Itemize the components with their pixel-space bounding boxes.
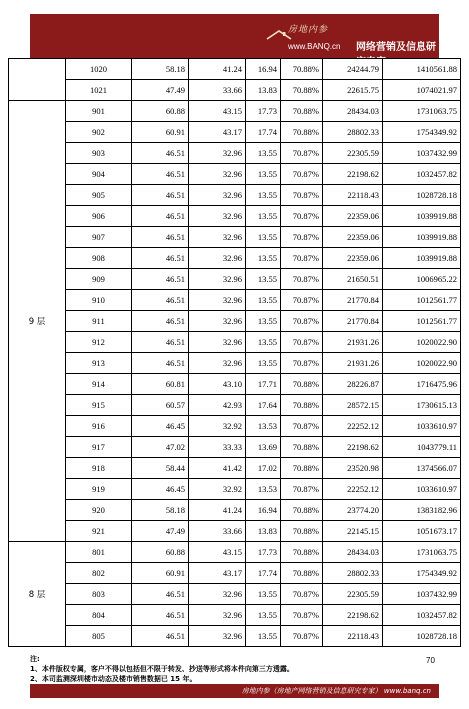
table-cell: 60.57: [132, 395, 189, 416]
table-cell: 32.96: [189, 185, 246, 206]
table-cell: 1730615.13: [383, 395, 461, 416]
table-cell: 13.55: [246, 227, 281, 248]
table-cell: 16.94: [246, 500, 281, 521]
table-row: [9, 122, 461, 143]
unit-number: 920: [66, 500, 132, 521]
table-row: [9, 395, 461, 416]
table-cell: 1006965.22: [383, 269, 461, 290]
table-cell: 46.51: [132, 269, 189, 290]
unit-number: 906: [66, 206, 132, 227]
table-cell: 13.69: [246, 437, 281, 458]
table-row: [9, 164, 461, 185]
table-cell: 1374566.07: [383, 458, 461, 479]
table-row: [9, 143, 461, 164]
table-row: [9, 59, 461, 80]
table-row: [9, 374, 461, 395]
table-row: [9, 227, 461, 248]
table-cell: 13.83: [246, 80, 281, 101]
table-cell: 1032457.82: [383, 605, 461, 626]
table-cell: 1383182.96: [383, 500, 461, 521]
table-cell: 32.96: [189, 206, 246, 227]
table-cell: 70.87%: [281, 185, 323, 206]
table-cell: 13.55: [246, 626, 281, 647]
header-banner: [30, 14, 439, 68]
table-cell: 13.53: [246, 479, 281, 500]
table-cell: 17.73: [246, 542, 281, 563]
unit-number: 902: [66, 122, 132, 143]
table-cell: 22118.43: [323, 185, 383, 206]
table-cell: 22359.06: [323, 248, 383, 269]
table-cell: 17.02: [246, 458, 281, 479]
table-cell: 1039919.88: [383, 248, 461, 269]
table-cell: 22305.59: [323, 143, 383, 164]
table-row: [9, 248, 461, 269]
unit-number: 917: [66, 437, 132, 458]
table-cell: 46.45: [132, 479, 189, 500]
table-cell: 1754349.92: [383, 563, 461, 584]
unit-number: 803: [66, 584, 132, 605]
table-cell: 46.51: [132, 227, 189, 248]
table-cell: 70.88%: [281, 458, 323, 479]
table-cell: 13.53: [246, 416, 281, 437]
unit-number: 918: [66, 458, 132, 479]
table-cell: 70.87%: [281, 290, 323, 311]
table-cell: 33.66: [189, 521, 246, 542]
table-cell: 70.87%: [281, 206, 323, 227]
unit-number: 903: [66, 143, 132, 164]
table-cell: 46.51: [132, 332, 189, 353]
table-cell: 42.93: [189, 395, 246, 416]
table-cell: 17.74: [246, 122, 281, 143]
table-cell: 1028728.18: [383, 626, 461, 647]
table-cell: 58.18: [132, 59, 189, 80]
table-cell: 58.18: [132, 500, 189, 521]
table-cell: 32.92: [189, 416, 246, 437]
table-cell: 32.96: [189, 605, 246, 626]
table-cell: 47.49: [132, 521, 189, 542]
table-cell: 46.51: [132, 185, 189, 206]
table-cell: 70.88%: [281, 395, 323, 416]
unit-number: 915: [66, 395, 132, 416]
table-row: [9, 80, 461, 101]
table-cell: 70.88%: [281, 521, 323, 542]
table-cell: 70.88%: [281, 59, 323, 80]
table-cell: 1028728.18: [383, 185, 461, 206]
table-row: [9, 584, 461, 605]
table-cell: 13.55: [246, 584, 281, 605]
brand-name: 房地内参: [288, 24, 329, 34]
table-cell: 32.96: [189, 269, 246, 290]
table-cell: 70.87%: [281, 605, 323, 626]
table-cell: 43.15: [189, 542, 246, 563]
table-cell: 32.96: [189, 290, 246, 311]
notes-line-1: 1、本件版权专属，客户不得以包括但不限于转发、抄送等形式将本件向第三方透露。: [30, 665, 294, 673]
table-cell: 28434.03: [323, 101, 383, 122]
table-cell: 60.88: [132, 542, 189, 563]
table-cell: 70.87%: [281, 416, 323, 437]
table-cell: 1754349.92: [383, 122, 461, 143]
footer-banner: [30, 684, 439, 698]
table-cell: 22305.59: [323, 584, 383, 605]
table-cell: 60.91: [132, 122, 189, 143]
table-cell: 13.55: [246, 269, 281, 290]
unit-number: 907: [66, 227, 132, 248]
unit-number: 921: [66, 521, 132, 542]
table-row: [9, 626, 461, 647]
table-cell: 70.87%: [281, 479, 323, 500]
table-row: [9, 458, 461, 479]
table-cell: 24244.79: [323, 59, 383, 80]
table-body: [9, 59, 461, 647]
table-cell: 1039919.88: [383, 227, 461, 248]
table-row: [9, 206, 461, 227]
table-cell: 32.96: [189, 311, 246, 332]
table-cell: 70.88%: [281, 437, 323, 458]
unit-number: 911: [66, 311, 132, 332]
unit-number: 909: [66, 269, 132, 290]
table-cell: 46.51: [132, 206, 189, 227]
table-cell: 46.51: [132, 248, 189, 269]
table-cell: 46.51: [132, 605, 189, 626]
table-cell: 28802.33: [323, 563, 383, 584]
table-cell: 32.96: [189, 143, 246, 164]
table-cell: 1037432.99: [383, 143, 461, 164]
table-cell: 46.51: [132, 353, 189, 374]
table-cell: 22359.06: [323, 227, 383, 248]
table-cell: 17.64: [246, 395, 281, 416]
table-cell: 70.88%: [281, 101, 323, 122]
table-cell: 22118.43: [323, 626, 383, 647]
unit-number: 901: [66, 101, 132, 122]
table-cell: 13.55: [246, 248, 281, 269]
table-cell: 60.88: [132, 101, 189, 122]
table-row: [9, 311, 461, 332]
table-cell: 32.96: [189, 164, 246, 185]
table-cell: 13.83: [246, 521, 281, 542]
table-cell: 22252.12: [323, 479, 383, 500]
table-row: [9, 353, 461, 374]
table-cell: 1032457.82: [383, 164, 461, 185]
table-cell: 13.55: [246, 290, 281, 311]
table-cell: 41.24: [189, 500, 246, 521]
unit-number: 804: [66, 605, 132, 626]
table-cell: 13.55: [246, 185, 281, 206]
table-cell: 13.55: [246, 332, 281, 353]
table-cell: 17.74: [246, 563, 281, 584]
table-cell: 13.55: [246, 206, 281, 227]
unit-number: 1021: [66, 80, 132, 101]
table-cell: 70.87%: [281, 353, 323, 374]
table-cell: 70.88%: [281, 542, 323, 563]
table-cell: 1074021.97: [383, 80, 461, 101]
table-row: [9, 605, 461, 626]
unit-number: 802: [66, 563, 132, 584]
table-cell: 46.51: [132, 584, 189, 605]
table-cell: 28802.33: [323, 122, 383, 143]
table-cell: 28226.87: [323, 374, 383, 395]
table-cell: 21931.26: [323, 332, 383, 353]
table-cell: 17.71: [246, 374, 281, 395]
table-cell: 70.87%: [281, 227, 323, 248]
table-cell: 58.44: [132, 458, 189, 479]
table-cell: 21770.84: [323, 290, 383, 311]
unit-number: 912: [66, 332, 132, 353]
table-cell: 46.51: [132, 143, 189, 164]
unit-number: 916: [66, 416, 132, 437]
unit-number: 904: [66, 164, 132, 185]
table-cell: 22198.62: [323, 164, 383, 185]
table-cell: 70.87%: [281, 584, 323, 605]
table-cell: 1043779.11: [383, 437, 461, 458]
table-row: [9, 269, 461, 290]
table-row: [9, 479, 461, 500]
table-cell: 1731063.75: [383, 542, 461, 563]
notes: [30, 654, 430, 684]
unit-number: 914: [66, 374, 132, 395]
floor-label: 8 层: [9, 542, 66, 647]
table-cell: 41.42: [189, 458, 246, 479]
table-cell: 70.88%: [281, 374, 323, 395]
table-cell: 13.55: [246, 164, 281, 185]
brand-url: www.BANQ.cn: [288, 42, 341, 51]
table-cell: 32.96: [189, 584, 246, 605]
table-cell: 1012561.77: [383, 311, 461, 332]
notes-title: 注:: [30, 655, 40, 663]
table-cell: 23520.98: [323, 458, 383, 479]
table-cell: 70.87%: [281, 311, 323, 332]
table-cell: 22359.06: [323, 206, 383, 227]
table-cell: 70.88%: [281, 500, 323, 521]
floor-label: [9, 59, 66, 101]
table-cell: 22198.62: [323, 605, 383, 626]
table-cell: 23774.20: [323, 500, 383, 521]
table-cell: 13.55: [246, 605, 281, 626]
table-cell: 70.87%: [281, 164, 323, 185]
unit-number: 910: [66, 290, 132, 311]
table-cell: 1037432.99: [383, 584, 461, 605]
table-cell: 32.96: [189, 332, 246, 353]
table-cell: 22252.12: [323, 416, 383, 437]
table-cell: 60.91: [132, 563, 189, 584]
table-cell: 13.55: [246, 311, 281, 332]
table-row: [9, 521, 461, 542]
unit-number: 908: [66, 248, 132, 269]
table-row: [9, 332, 461, 353]
table-cell: 46.51: [132, 626, 189, 647]
table-cell: 1051673.17: [383, 521, 461, 542]
table-cell: 1020022.90: [383, 353, 461, 374]
table-row: [9, 563, 461, 584]
unit-number: 805: [66, 626, 132, 647]
table-cell: 32.96: [189, 626, 246, 647]
sales-table: [8, 58, 461, 647]
table-cell: 13.55: [246, 143, 281, 164]
table-cell: 32.96: [189, 227, 246, 248]
table-cell: 1020022.90: [383, 332, 461, 353]
notes-line-2: 2、本司监测深圳楼市动态及楼市销售数据已 15 年。: [30, 675, 197, 683]
table-cell: 33.66: [189, 80, 246, 101]
unit-number: 801: [66, 542, 132, 563]
table-cell: 28434.03: [323, 542, 383, 563]
table-cell: 70.87%: [281, 248, 323, 269]
table-cell: 1410561.88: [383, 59, 461, 80]
table-cell: 70.88%: [281, 122, 323, 143]
page-number: 70: [426, 656, 435, 665]
unit-number: 905: [66, 185, 132, 206]
table-cell: 70.87%: [281, 332, 323, 353]
table-row: [9, 101, 461, 122]
table-cell: 21650.51: [323, 269, 383, 290]
table-cell: 70.88%: [281, 563, 323, 584]
table-cell: 60.81: [132, 374, 189, 395]
table-row: [9, 185, 461, 206]
header-slogan: 网络营销及信息研究专家: [356, 42, 436, 68]
table-cell: 70.87%: [281, 626, 323, 647]
table-cell: 21770.84: [323, 311, 383, 332]
table-cell: 28572.15: [323, 395, 383, 416]
table-cell: 46.51: [132, 290, 189, 311]
table-cell: 1731063.75: [383, 101, 461, 122]
table-cell: 22615.75: [323, 80, 383, 101]
footer-text: 房地内参（房地产网络营销及信息研究专家） www.banq.cn: [241, 687, 431, 695]
table-cell: 43.10: [189, 374, 246, 395]
table-cell: 1716475.96: [383, 374, 461, 395]
table-cell: 46.45: [132, 416, 189, 437]
table-cell: 70.88%: [281, 80, 323, 101]
floor-label: 9 层: [9, 101, 66, 542]
table-cell: 41.24: [189, 59, 246, 80]
table-cell: 46.51: [132, 311, 189, 332]
table-cell: 17.73: [246, 101, 281, 122]
table-cell: 22145.15: [323, 521, 383, 542]
table-row: [9, 290, 461, 311]
table-cell: 1012561.77: [383, 290, 461, 311]
unit-number: 1020: [66, 59, 132, 80]
table-cell: 70.87%: [281, 143, 323, 164]
unit-number: 913: [66, 353, 132, 374]
table-cell: 43.17: [189, 122, 246, 143]
table-cell: 32.92: [189, 479, 246, 500]
table-cell: 43.15: [189, 101, 246, 122]
table-cell: 1033610.97: [383, 479, 461, 500]
table-row: [9, 437, 461, 458]
unit-number: 919: [66, 479, 132, 500]
table-cell: 70.87%: [281, 269, 323, 290]
table-cell: 21931.26: [323, 353, 383, 374]
table-cell: 13.55: [246, 353, 281, 374]
table-row: [9, 542, 461, 563]
table-cell: 1039919.88: [383, 206, 461, 227]
table-cell: 32.96: [189, 248, 246, 269]
table-cell: 47.49: [132, 80, 189, 101]
table-cell: 32.96: [189, 353, 246, 374]
table-row: [9, 416, 461, 437]
table-cell: 47.02: [132, 437, 189, 458]
table-cell: 16.94: [246, 59, 281, 80]
table-cell: 1033610.97: [383, 416, 461, 437]
table-row: [9, 500, 461, 521]
table-cell: 33.33: [189, 437, 246, 458]
table-cell: 22198.62: [323, 437, 383, 458]
table-cell: 46.51: [132, 164, 189, 185]
table-cell: 43.17: [189, 563, 246, 584]
